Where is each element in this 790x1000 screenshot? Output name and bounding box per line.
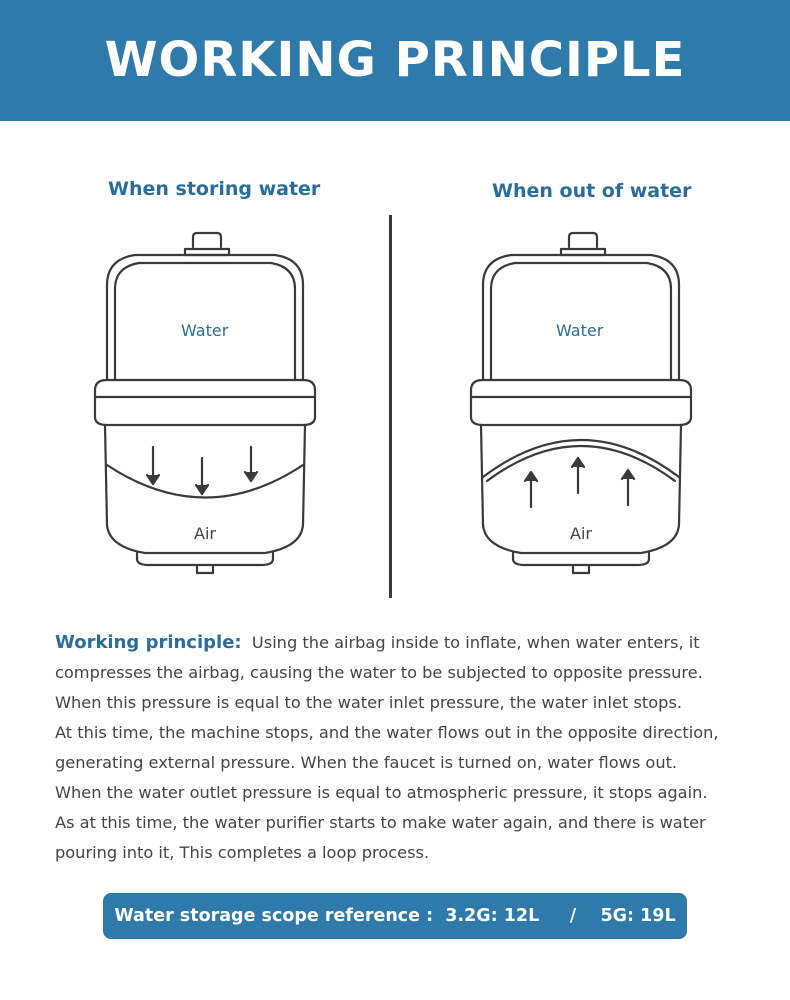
up-arrow-icon (572, 458, 584, 493)
working-principle-text (55, 628, 755, 868)
page-title: WORKING PRINCIPLE (104, 32, 686, 88)
right-panel-heading: When out of water (492, 180, 692, 202)
tank-out-of-water-illustration (461, 225, 701, 585)
left-panel-heading: When storing water (108, 178, 321, 200)
up-arrow-icon (525, 472, 537, 507)
principle-line: At this time, the machine stops, and the water flows out in the opposite direction, (55, 723, 719, 742)
panel-divider (389, 215, 392, 598)
down-arrow-icon (196, 458, 208, 494)
air-label: Air (194, 524, 216, 543)
water-label: Water (181, 321, 229, 340)
air-label: Air (570, 524, 592, 543)
principle-lead: Working principle: (55, 632, 242, 653)
down-arrow-icon (147, 447, 159, 484)
principle-line: When the water outlet pressure is equal to atmospheric pressure, it stops again. (55, 783, 708, 802)
principle-line: As at this time, the water purifier starts to make water again, and there is water (55, 813, 706, 832)
down-arrow-icon (245, 447, 257, 481)
tank-storing-illustration (85, 225, 325, 585)
storage-reference-bar: Water storage scope reference : 3.2G: 12L / 5G: 19L (103, 893, 687, 939)
principle-line: compresses the airbag, causing the water to be subjected to opposite pressure. (55, 663, 703, 682)
water-label: Water (556, 321, 604, 340)
principle-line: generating external pressure. When the faucet is turned on, water flows out. (55, 753, 678, 772)
principle-line: Working principle: Using the airbag inside to inflate, when water enters, it (55, 632, 700, 653)
principle-line: When this pressure is equal to the water inlet pressure, the water inlet stops. (55, 693, 683, 712)
up-arrow-icon (622, 470, 634, 505)
principle-line: pouring into it, This completes a loop process. (55, 843, 430, 862)
